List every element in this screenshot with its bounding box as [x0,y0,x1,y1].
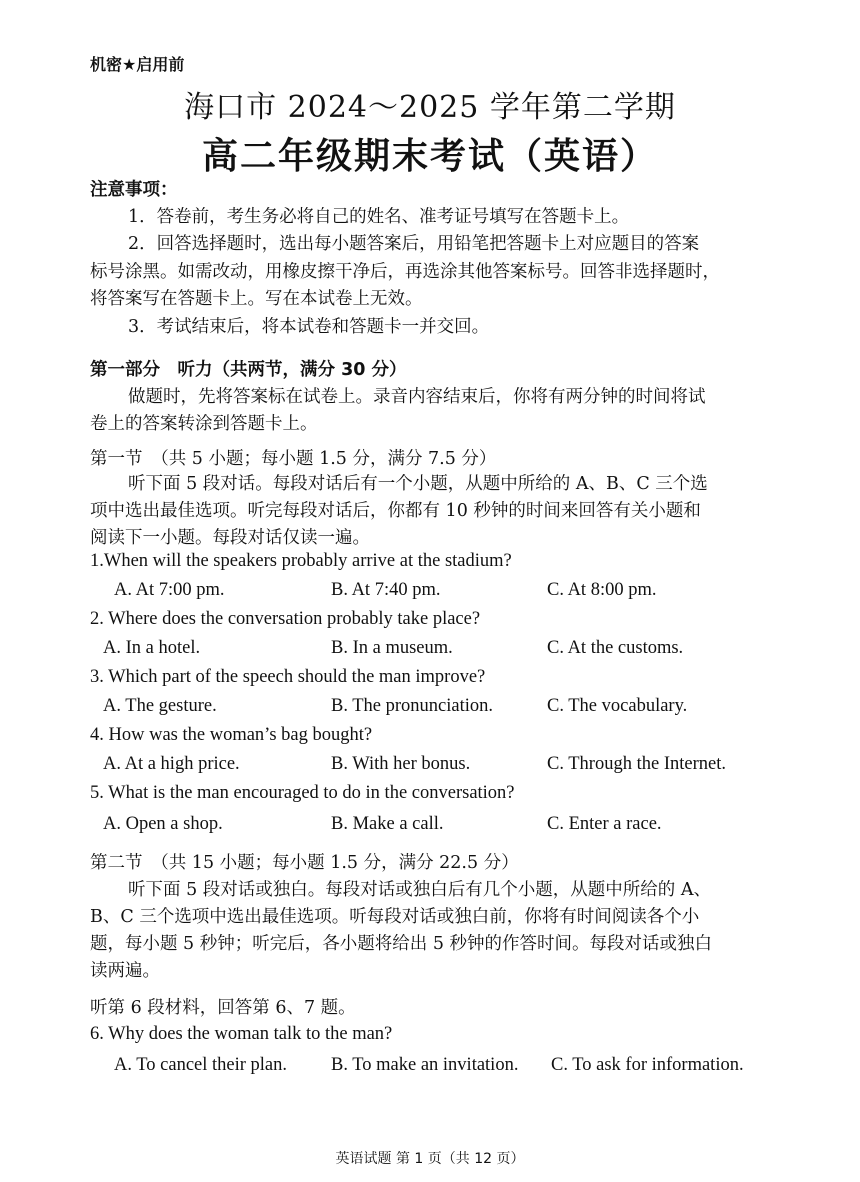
exam-title-line1: 海口市 2024～2025 学年第二学期 [184,90,676,125]
section2-intro-line2: B、C 三个选项中选出最佳选项。听每段对话或独白前，你将有时间阅读各个小 [90,907,700,927]
section1-intro-line1: 听下面 5 段对话。每段对话后有一个小题，从题中所给的 A、B、C 三个选 [128,474,708,494]
question-2-option-a: A. In a hotel. [103,638,201,658]
question-2-option-c: C. At the customs. [547,638,684,658]
question-1-stem: 1.When will the speakers probably arrive at the stadium? [90,551,512,571]
notes-item-2-line1: 2．回答选择题时，选出每小题答案后，用铅笔把答题卡上对应题目的答案 [128,234,700,254]
section2-intro-line1: 听下面 5 段对话或独白。每段对话或独白后有几个小题，从题中所给的 A、 [128,880,711,900]
question-5-option-b: B. Make a call. [331,814,444,834]
question-6-option-b: B. To make an invitation. [331,1055,519,1075]
section1-intro-line2: 项中选出最佳选项。听完每段对话后，你都有 10 秒钟的时间来回答有关小题和 [90,501,701,521]
part1-heading: 第一部分 听力（共两节，满分 30 分） [90,360,407,380]
question-4-stem: 4. How was the woman’s bag bought? [90,725,373,745]
exam-title-line2: 高二年级期末考试（英语） [201,136,658,177]
question-1-option-b: B. At 7:40 pm. [331,580,441,600]
question-3-option-b: B. The pronunciation. [331,696,494,716]
notes-item-2-line3: 将答案写在答题卡上。写在本试卷上无效。 [90,289,423,309]
question-4-option-c: C. Through the Internet. [547,754,726,774]
question-6-stem: 6. Why does the woman talk to the man? [90,1024,393,1044]
section1-heading: 第一节 （共 5 小题；每小题 1.5 分，满分 7.5 分） [90,449,497,469]
notes-heading: 注意事项： [90,180,178,200]
question-2-option-b: B. In a museum. [331,638,453,658]
question-5-option-a: A. Open a shop. [103,814,223,834]
question-1-option-a: A. At 7:00 pm. [114,580,225,600]
question-4-option-a: A. At a high price. [103,754,240,774]
question-1-option-c: C. At 8:00 pm. [547,580,657,600]
section2-material-note: 听第 6 段材料，回答第 6、7 题。 [90,998,356,1018]
question-3-stem: 3. Which part of the speech should the man improve? [90,667,486,687]
question-2-stem: 2. Where does the conversation probably take place? [90,609,481,629]
part1-intro-line2: 卷上的答案转涂到答题卡上。 [90,414,318,434]
confidential-mark: 机密★启用前 [90,55,185,74]
question-6-option-a: A. To cancel their plan. [114,1055,288,1075]
section2-heading: 第二节 （共 15 小题；每小题 1.5 分，满分 22.5 分） [90,853,519,873]
section2-intro-line4: 读两遍。 [90,961,160,981]
question-4-option-b: B. With her bonus. [331,754,471,774]
notes-item-1: 1．答卷前，考生务必将自己的姓名、准考证号填写在答题卡上。 [128,207,630,227]
notes-item-2-line2: 标号涂黑。如需改动，用橡皮擦干净后，再选涂其他答案标号。回答非选择题时， [90,262,720,282]
section2-intro-line3: 题，每小题 5 秒钟；听完后，各小题将给出 5 秒钟的作答时间。每段对话或独白 [90,934,713,954]
question-5-stem: 5. What is the man encouraged to do in the conversation? [90,783,515,803]
notes-item-3: 3．考试结束后，将本试卷和答题卡一并交回。 [128,317,490,337]
part1-intro-line1: 做题时，先将答案标在试卷上。录音内容结束后，你将有两分钟的时间将试 [128,387,706,407]
question-3-option-c: C. The vocabulary. [547,696,688,716]
question-6-option-c: C. To ask for information. [551,1055,744,1075]
page-footer: 英语试题 第 1 页（共 12 页） [335,1151,525,1167]
section1-intro-line3: 阅读下一小题。每段对话仅读一遍。 [90,528,370,548]
question-5-option-c: C. Enter a race. [547,814,662,834]
question-3-option-a: A. The gesture. [103,696,217,716]
